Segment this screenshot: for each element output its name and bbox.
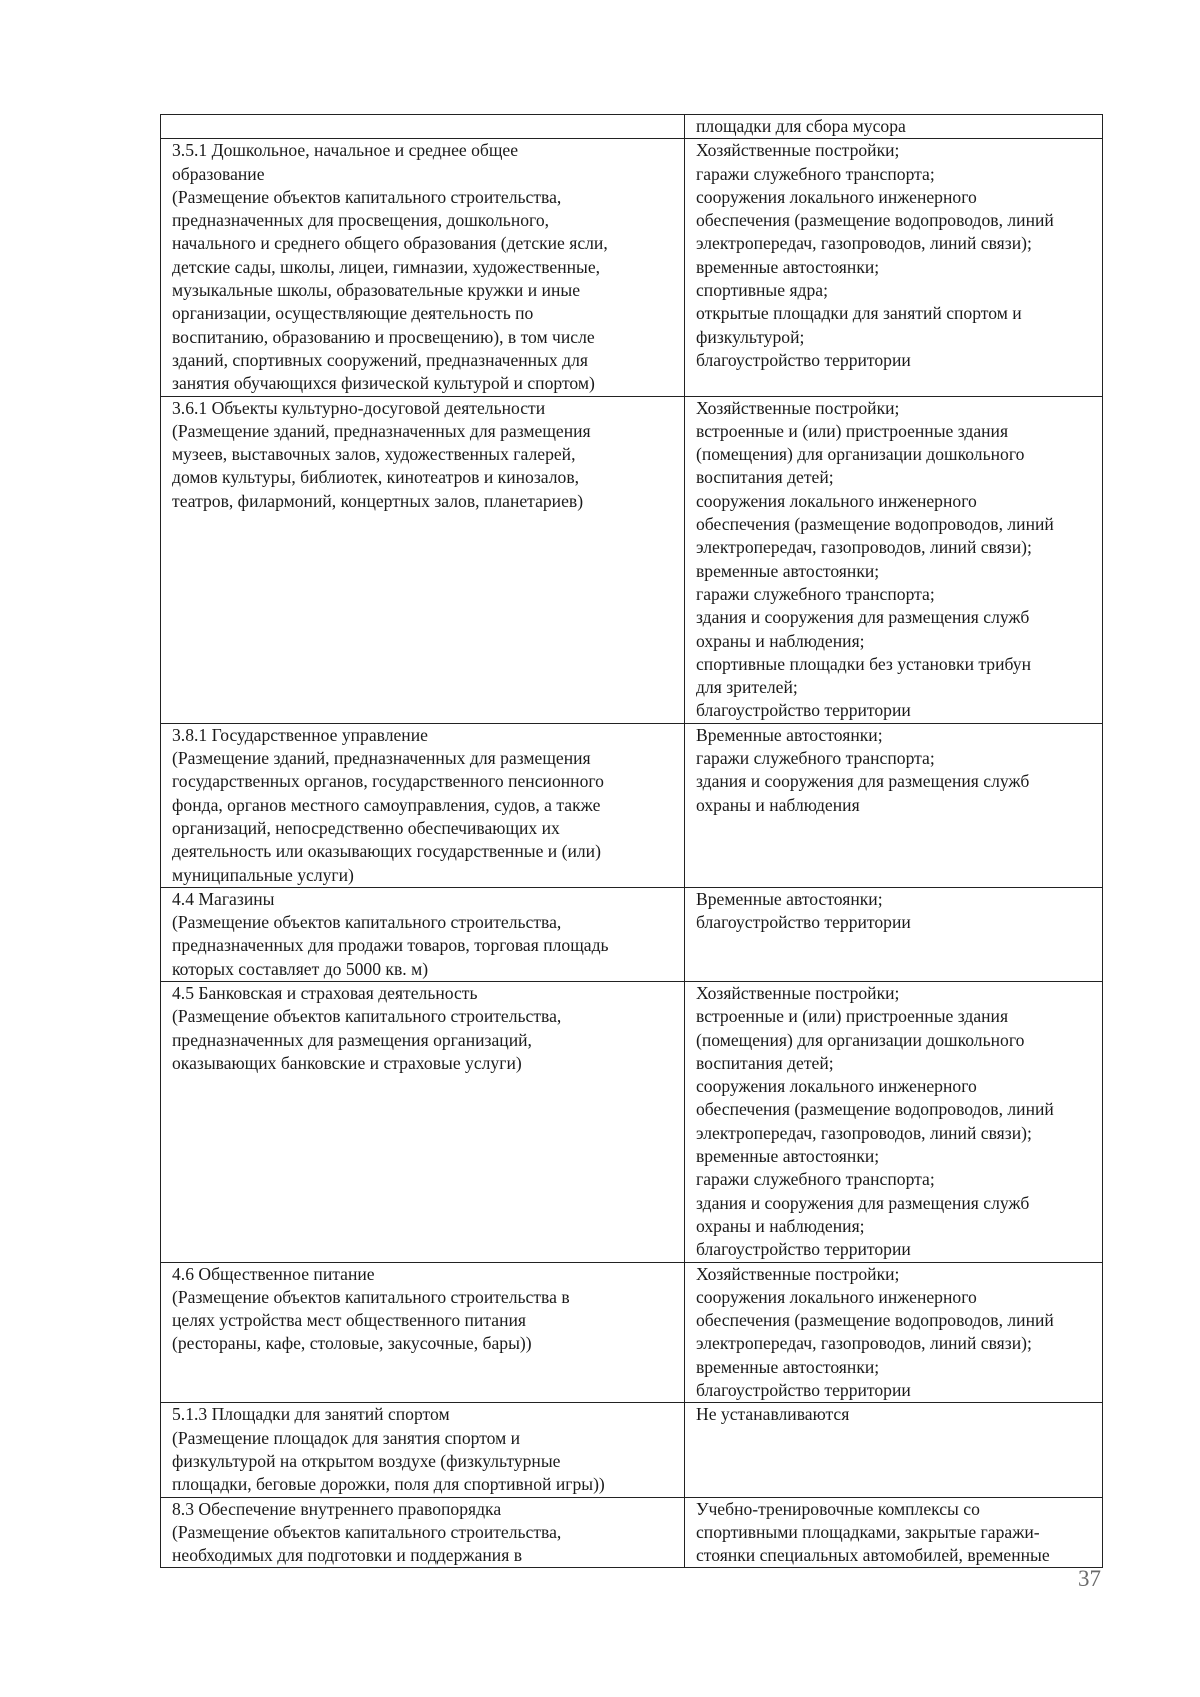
table-row: [161, 887, 1103, 981]
use-type-cell: 3.6.1 Объекты культурно-досуговой деятельности (Размещение зданий, предназначенных для размещения музеев, выставочных залов, художественных галерей, домов культуры, библиотек, кинотеатров и кинозалов, театров, филармоний, концертных залов, планетариев): [161, 396, 685, 723]
auxiliary-use-cell: Хозяйственные постройки; сооружения локального инженерного обеспечения (размещение водопроводов, линий электропередач, газопроводов, линий связи); временные автостоянки; благоустройство территории: [685, 1262, 1103, 1403]
auxiliary-use-cell: Хозяйственные постройки; встроенные и (или) пристроенные здания (помещения) для организации дошкольного воспитания детей; сооружения локального инженерного обеспечения (размещение водопроводов, линий электропередач, газопроводов, линий связи); временные автостоянки; гаражи служебного транспорта; здания и сооружения для размещения служб охраны и наблюдения; спортивные площадки без установки трибун для зрителей; благоустройство территории: [685, 396, 1103, 723]
auxiliary-use-cell: Временные автостоянки; гаражи служебного транспорта; здания и сооружения для размещения служб охраны и наблюдения: [685, 723, 1103, 887]
auxiliary-use-cell: Хозяйственные постройки; встроенные и (или) пристроенные здания (помещения) для организации дошкольного воспитания детей; сооружения локального инженерного обеспечения (размещение водопроводов, линий электропередач, газопроводов, линий связи); временные автостоянки; гаражи служебного транспорта; здания и сооружения для размещения служб охраны и наблюдения; благоустройство территории: [685, 981, 1103, 1262]
use-type-cell: 4.6 Общественное питание (Размещение объектов капитального строительства в целях устройства мест общественного питания (рестораны, кафе, столовые, закусочные, бары)): [161, 1262, 685, 1403]
table-row: [161, 981, 1103, 1262]
page-number: 37: [1078, 1566, 1101, 1591]
table-row: [161, 396, 1103, 723]
auxiliary-use-cell: Учебно-тренировочные комплексы со спортивными площадками, закрытые гаражи- стоянки специальных автомобилей, временные: [685, 1497, 1103, 1568]
table-row: [161, 1262, 1103, 1403]
table-row: [161, 115, 1103, 139]
use-type-cell: [161, 115, 685, 139]
auxiliary-use-cell: Не устанавливаются: [685, 1403, 1103, 1497]
use-type-cell: 3.8.1 Государственное управление (Размещение зданий, предназначенных для размещения государственных органов, государственного пенсионного фонда, органов местного самоуправления, судов, а также организаций, непосредственно обеспечивающих их деятельность или оказывающих государственные и (или) муниципальные услуги): [161, 723, 685, 887]
table-row: [161, 723, 1103, 887]
use-type-cell: 5.1.3 Площадки для занятий спортом (Размещение площадок для занятия спортом и физкультурой на открытом воздухе (физкультурные площадки, беговые дорожки, поля для спортивной игры)): [161, 1403, 685, 1497]
auxiliary-use-cell: площадки для сбора мусора: [685, 115, 1103, 139]
table-row: [161, 1403, 1103, 1497]
use-type-cell: 4.4 Магазины (Размещение объектов капитального строительства, предназначенных для продажи товаров, торговая площадь которых составляет до 5000 кв. м): [161, 887, 685, 981]
table-row: [161, 1497, 1103, 1568]
auxiliary-use-cell: Хозяйственные постройки; гаражи служебного транспорта; сооружения локального инженерного обеспечения (размещение водопроводов, линий электропередач, газопроводов, линий связи); временные автостоянки; спортивные ядра; открытые площадки для занятий спортом и физкультурой; благоустройство территории: [685, 139, 1103, 396]
table-row: [161, 139, 1103, 396]
permitted-use-table: [160, 114, 1103, 1568]
use-type-cell: 8.3 Обеспечение внутреннего правопорядка (Размещение объектов капитального строительства, необходимых для подготовки и поддержания в: [161, 1497, 685, 1568]
use-type-cell: 3.5.1 Дошкольное, начальное и среднее общее образование (Размещение объектов капитального строительства, предназначенных для просвещения, дошкольного, начального и среднего общего образования (детские ясли, детские сады, школы, лицеи, гимназии, художественные, музыкальные школы, образовательные кружки и иные организации, осуществляющие деятельность по воспитанию, образованию и просвещению), в том числе зданий, спортивных сооружений, предназначенных для занятия обучающихся физической культурой и спортом): [161, 139, 685, 396]
use-type-cell: 4.5 Банковская и страховая деятельность (Размещение объектов капитального строительства, предназначенных для размещения организаций, оказывающих банковские и страховые услуги): [161, 981, 685, 1262]
auxiliary-use-cell: Временные автостоянки; благоустройство территории: [685, 887, 1103, 981]
